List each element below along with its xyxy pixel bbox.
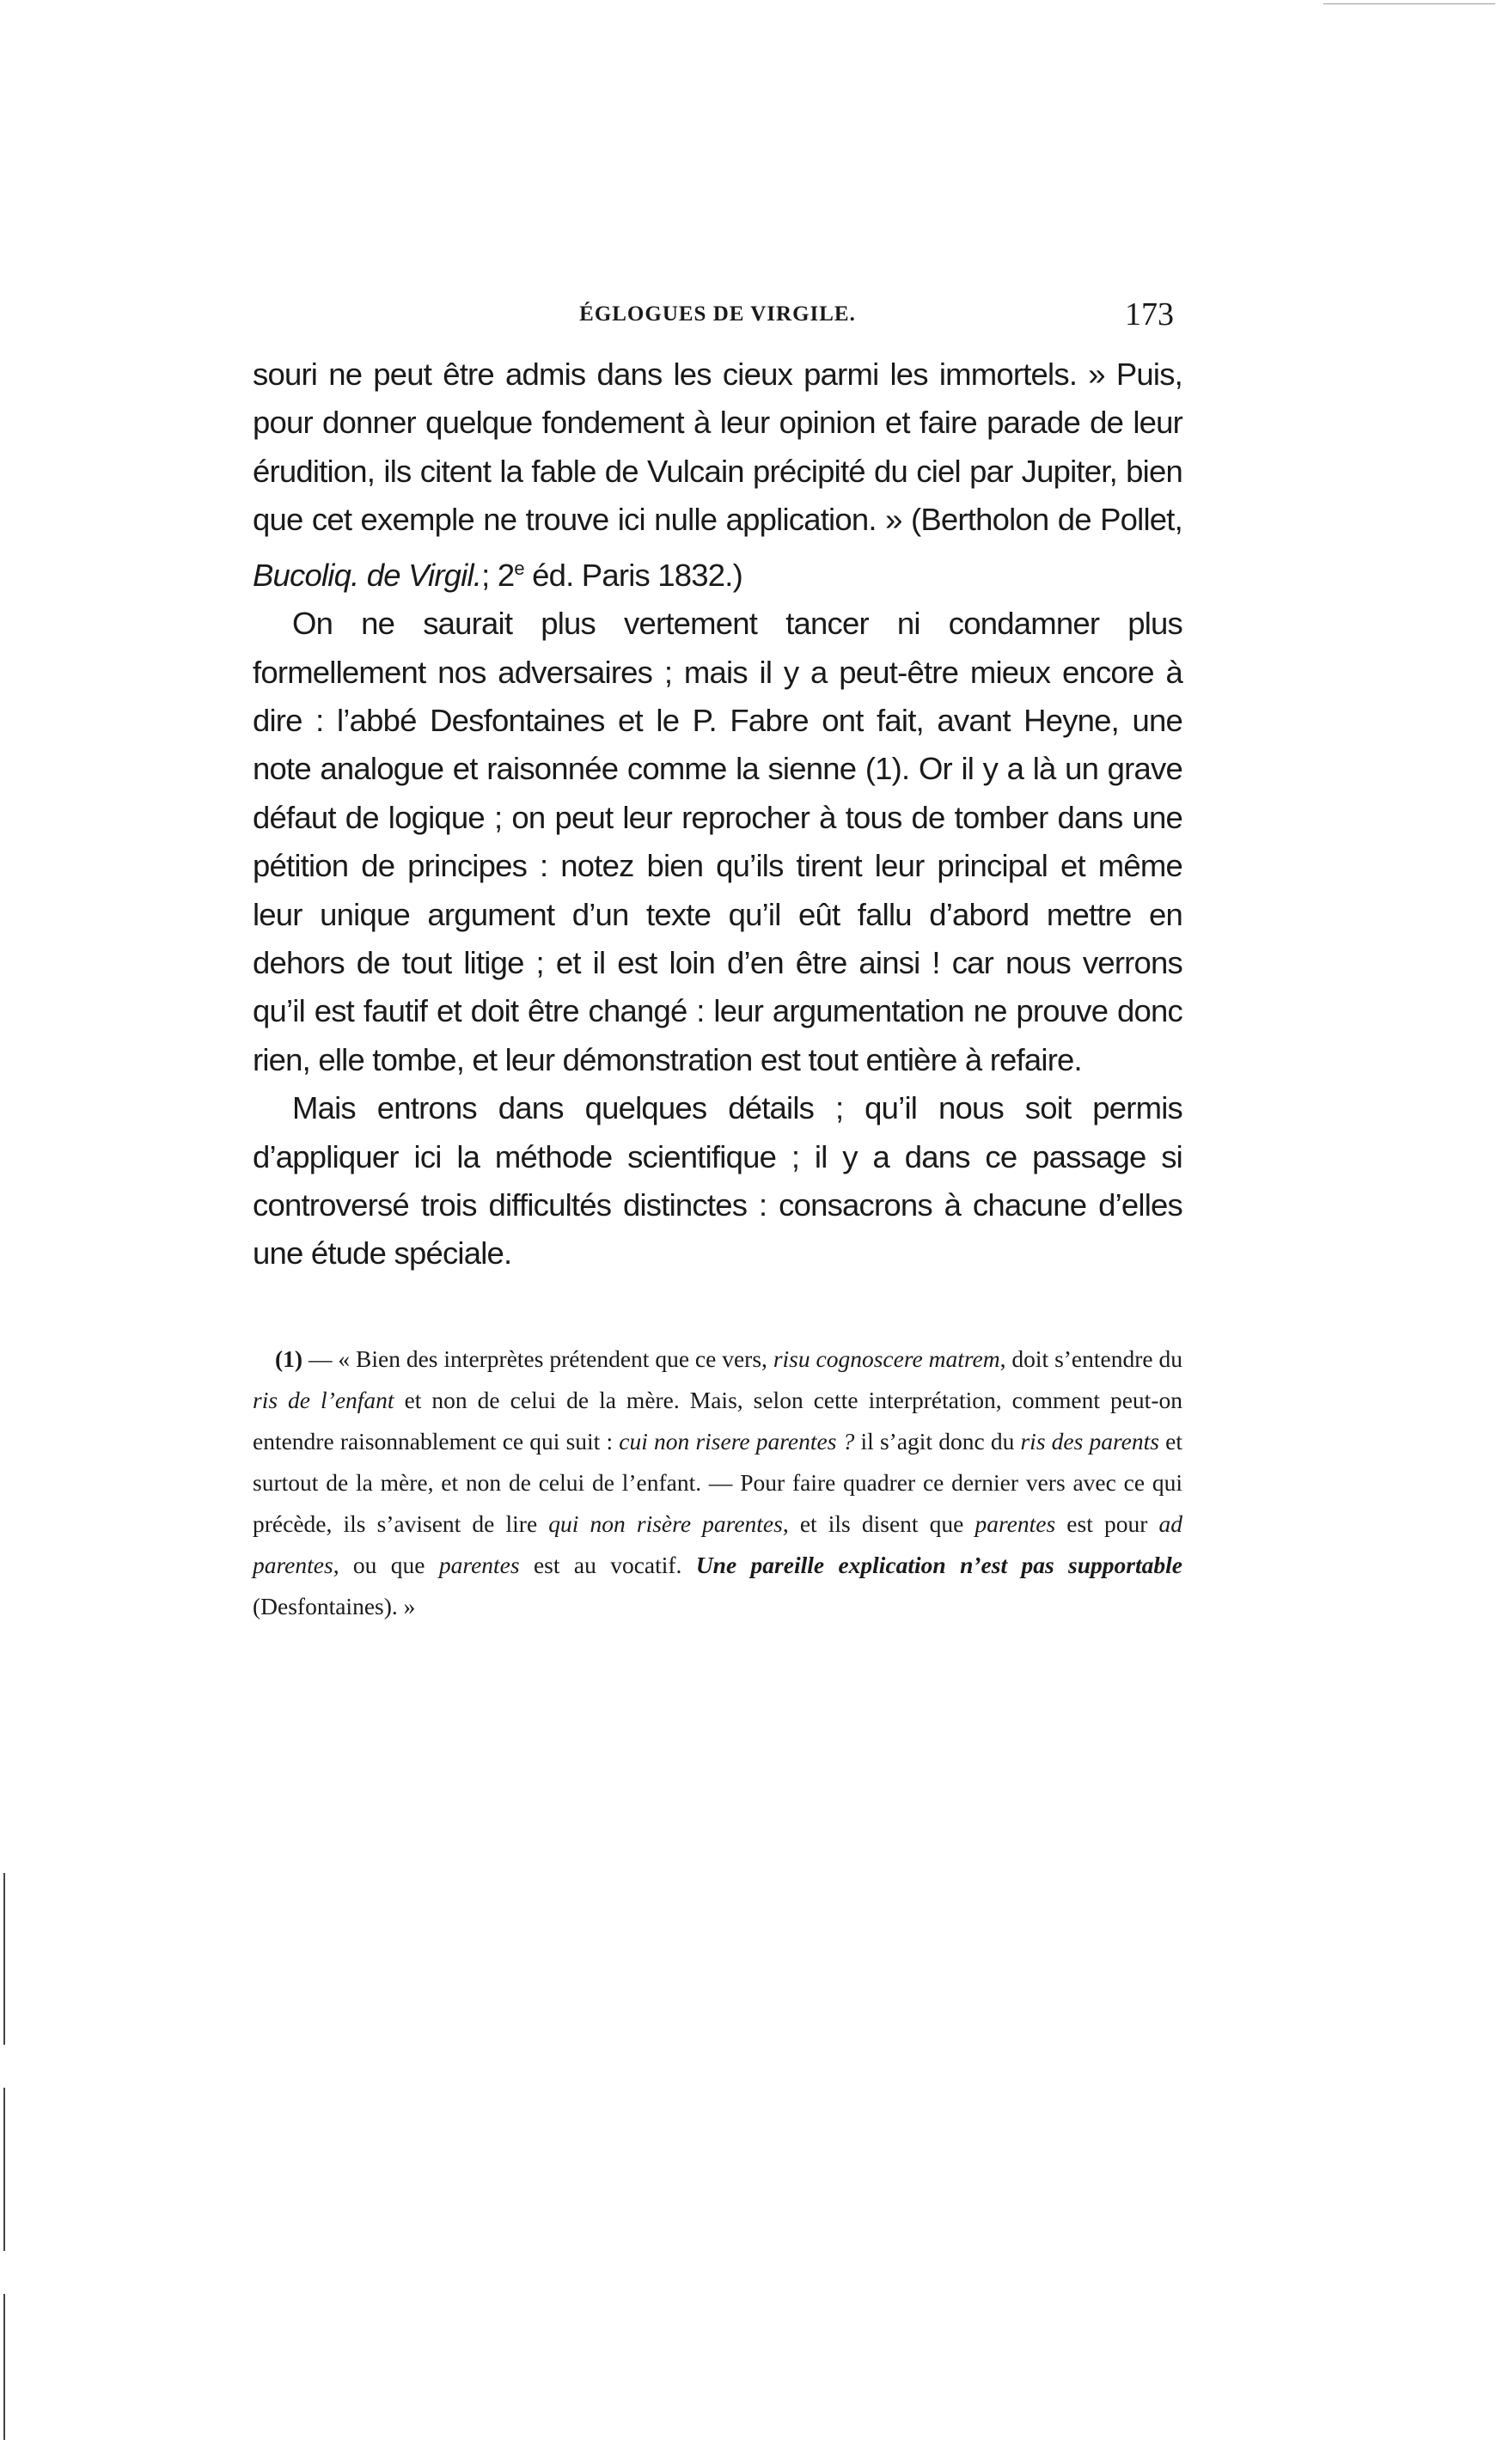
footnote-text-9: (Desfontaines). » <box>253 1592 416 1619</box>
footnote-body <box>253 1345 1182 1619</box>
paragraph-1 <box>253 351 1182 600</box>
footnote-italic-6: parentes <box>975 1510 1056 1537</box>
paragraph-2 <box>253 600 1182 1084</box>
running-title: ÉGLOGUES DE VIRGILE. <box>579 302 856 326</box>
footnote-italic-5: qui non risère parentes <box>548 1510 783 1537</box>
book-page <box>253 292 1182 1627</box>
scan-edge-mark-3 <box>3 2294 5 2440</box>
footnote-italic-3: cui non risere parentes ? <box>619 1427 855 1455</box>
footnote <box>253 1339 1182 1627</box>
footnote-text-6: est pour <box>1055 1510 1159 1537</box>
work-title: Bucoliq. de Virgil. <box>253 557 482 593</box>
footnote-italic-7: ad parentes <box>253 1510 1182 1578</box>
scan-top-rule <box>1323 3 1495 4</box>
scan-edge-mark-2 <box>3 2088 5 2251</box>
main-text <box>253 351 1182 1278</box>
footnote-text-4: et surtout de la mère, et non de celui de l’enfant. — Pour faire quadrer ce dernier vers avec ce qui précède, ils s’avisent de lire <box>253 1427 1182 1537</box>
running-head <box>253 292 1182 344</box>
edition-superscript: e <box>514 557 524 579</box>
footnote-text-2: et non de celui de la mère. Mais, selon cette interprétation, comment peut-on entendre raisonnablement ce qui suit : <box>253 1386 1182 1455</box>
paragraph-2-text: On ne saurait plus vertement tancer ni condamner plus formellement nos adversaires ; mais il y a peut-être mieux encore à dire : l’abbé Desfontaines et le P. Fabre ont fait, avant Heyne, une note analogue et raisonnée comme la sienne <box>253 606 1182 787</box>
footnote-text-1: , doit s’entendre du <box>999 1345 1182 1372</box>
footnote-italic-8: parentes <box>438 1551 520 1578</box>
paragraph-1-text: souri ne peut être admis dans les cieux parmi les immortels. » Puis, pour donner quelque fondement à leur opinion et faire parade de leur érudition, ils citent la fable de Vulcain précipité du ciel par Jupiter, bien que cet exemple ne trouve ici nulle application. » (Bertholon de Pollet, <box>253 357 1182 538</box>
footnote-text-7: , ou que <box>333 1551 439 1578</box>
footnote-text-0: — « Bien des interprètes prétendent que ce vers, <box>302 1345 773 1372</box>
footnote-italic-4: ris des parents <box>1020 1427 1159 1455</box>
footnote-text-8: est au vocatif. <box>519 1551 696 1578</box>
footnote-reference[interactable]: (1) <box>865 751 902 787</box>
footnote-italic-2: ris de l’enfant <box>253 1386 394 1413</box>
scan-edge-mark-1 <box>3 1873 5 2045</box>
paragraph-2-rest: . Or il y a là un grave défaut de logique ; on peut leur reprocher à tous de tomber dans une pétition de principes : notez bien qu’ils tirent leur principal et même leur unique argument d’un texte qu’il eût fallu d’abord mettre en dehors de tout litige ; et il est loin d’en être ainsi ! car nous verrons qu’il est fautif et doit être changé : leur argumentation ne prouve donc rien, elle tombe, et leur démonstration est tout entière à refaire. <box>253 751 1182 1077</box>
footnote-text-3: il s’agit donc du <box>854 1427 1021 1455</box>
page-number: 173 <box>1125 296 1174 332</box>
footnote-text-5: , et ils disent que <box>782 1510 975 1537</box>
footnote-marker: (1) <box>275 1345 303 1372</box>
footnote-italic-1: risu cognoscere matrem <box>773 1345 1000 1372</box>
paragraph-3: Mais entrons dans quelques détails ; qu’il nous soit permis d’appliquer ici la méthode scientifique ; il y a dans ce passage si controversé trois difficultés distinctes : consacrons à chacune d’elles une étude spéciale. <box>253 1090 1182 1272</box>
paragraph-1-end: éd. Paris 1832.) <box>523 557 742 593</box>
paragraph-1-edition: ; 2 <box>481 557 515 593</box>
footnote-italic-9: Une pareille explication n’est pas supportable <box>695 1551 1182 1578</box>
